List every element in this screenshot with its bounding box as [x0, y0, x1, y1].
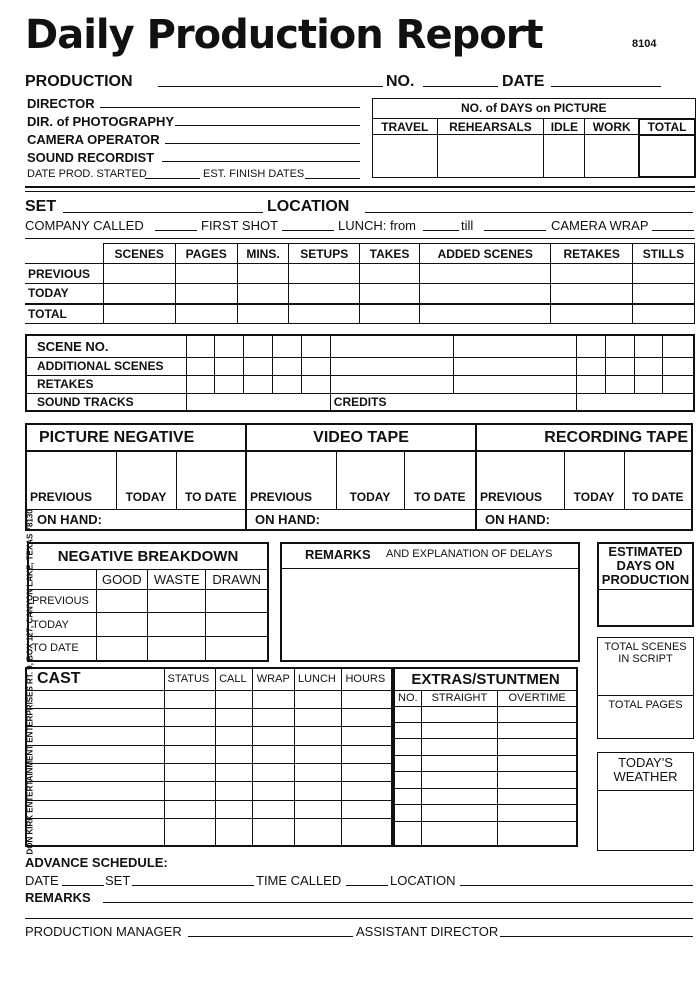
additional-scenes-label: ADDITIONAL SCENES — [26, 357, 186, 375]
stock-col: TO DATE — [624, 451, 692, 510]
stock-col: TODAY — [116, 451, 176, 510]
stock-col: TO DATE — [176, 451, 246, 510]
cell[interactable] — [551, 284, 632, 304]
adv-remarks-line[interactable] — [25, 918, 693, 919]
location-label: LOCATION — [267, 198, 350, 215]
stock-col: PREVIOUS — [476, 451, 564, 510]
date-label: DATE — [502, 73, 545, 90]
advance-title: ADVANCE SCHEDULE: — [25, 855, 168, 870]
cell[interactable] — [360, 304, 420, 324]
total-scenes-label: TOTAL SCENES IN SCRIPT — [604, 641, 687, 665]
sound-tracks-label: SOUND TRACKS — [26, 393, 186, 411]
extras-col: STRAIGHT — [421, 690, 498, 706]
company-called-field[interactable] — [155, 230, 197, 231]
started-field[interactable] — [145, 178, 200, 179]
scenes-col: SETUPS — [289, 244, 360, 264]
cell[interactable] — [632, 264, 694, 284]
adv-location-label: LOCATION — [390, 873, 456, 888]
stock-col: TO DATE — [404, 451, 476, 510]
scenes-col: TAKES — [360, 244, 420, 264]
cast-col: HOURS — [342, 668, 392, 690]
adv-time-label: TIME CALLED — [256, 873, 342, 888]
ad-label: ASSISTANT DIRECTOR — [356, 924, 499, 939]
cell[interactable] — [237, 304, 289, 324]
row-label: TODAY — [25, 284, 103, 304]
neg-row: PREVIOUS — [28, 589, 96, 613]
dop-field[interactable] — [175, 125, 360, 126]
pm-label: PRODUCTION MANAGER — [25, 924, 182, 939]
neg-col: WASTE — [148, 569, 206, 589]
cell[interactable] — [175, 264, 237, 284]
cell[interactable] — [103, 284, 175, 304]
cell[interactable] — [551, 264, 632, 284]
remarks-title: REMARKS — [305, 547, 371, 562]
est-finish-field[interactable] — [305, 178, 360, 179]
total-pages-label: TOTAL PAGES — [608, 699, 683, 711]
scenes-col: PAGES — [175, 244, 237, 264]
scene-no-table — [25, 334, 695, 412]
stock-col: TODAY — [336, 451, 404, 510]
lunch-label: LUNCH: from — [338, 218, 417, 233]
cell[interactable] — [175, 304, 237, 324]
on-hand-label: ON HAND: — [246, 510, 476, 530]
no-label: NO. — [386, 73, 415, 90]
days-title: NO. of DAYS on PICTURE — [373, 99, 696, 119]
days-col: WORK — [585, 119, 639, 135]
cell[interactable] — [632, 284, 694, 304]
cell[interactable] — [360, 284, 420, 304]
form-number: 8104 — [632, 38, 657, 50]
till-field[interactable] — [484, 230, 546, 231]
scenes-table — [25, 243, 695, 324]
cast-col: STATUS — [164, 668, 216, 690]
adv-set-field[interactable] — [132, 885, 254, 886]
sound-field[interactable] — [162, 161, 360, 162]
first-shot-label: FIRST SHOT — [201, 218, 279, 233]
on-hand-label: ON HAND: — [26, 510, 246, 530]
no-field[interactable] — [423, 86, 498, 87]
cell[interactable] — [420, 304, 551, 324]
cell[interactable] — [175, 284, 237, 304]
days-col: IDLE — [544, 119, 585, 135]
days-col: TOTAL — [639, 119, 695, 135]
cast-table — [25, 667, 393, 847]
company-called-label: COMPANY CALLED — [25, 218, 144, 233]
scenes-col: STILLS — [632, 244, 694, 264]
cast-col: LUNCH — [294, 668, 342, 690]
pm-field[interactable] — [188, 936, 353, 937]
scene-no-label: SCENE NO. — [26, 335, 186, 357]
cell[interactable] — [289, 304, 360, 324]
extras-title: EXTRAS/STUNTMEN — [394, 668, 577, 690]
cell[interactable] — [103, 264, 175, 284]
stock-col: PREVIOUS — [26, 451, 116, 510]
stock-col: PREVIOUS — [246, 451, 336, 510]
est-days-label: ESTIMATED DAYS ON PRODUCTION — [601, 544, 690, 587]
first-shot-field[interactable] — [282, 230, 334, 231]
days-col: TRAVEL — [373, 119, 438, 135]
cast-col: CALL — [216, 668, 253, 690]
sound-label: SOUND RECORDIST — [27, 150, 155, 165]
cell[interactable] — [420, 284, 551, 304]
cell[interactable] — [420, 264, 551, 284]
days-cell[interactable] — [437, 135, 544, 178]
row-label: PREVIOUS — [25, 264, 103, 284]
dop-label: DIR. of PHOTOGRAPHY — [27, 114, 175, 129]
adv-location-field[interactable] — [460, 885, 693, 886]
cell[interactable] — [632, 304, 694, 324]
cell[interactable] — [551, 304, 632, 324]
days-on-picture-table — [372, 98, 696, 178]
adv-date-label: DATE — [25, 873, 59, 888]
cell[interactable] — [237, 264, 289, 284]
lunch-from-field[interactable] — [423, 230, 459, 231]
extras-col: OVERTIME — [498, 690, 577, 706]
scenes-col: MINS. — [237, 244, 289, 264]
camera-field[interactable] — [165, 143, 360, 144]
cast-col: WRAP — [252, 668, 294, 690]
neg-breakdown-title: NEGATIVE BREAKDOWN — [28, 543, 268, 569]
adv-remarks-field[interactable] — [103, 902, 693, 903]
days-col: REHEARSALS — [437, 119, 544, 135]
adv-date-field[interactable] — [62, 885, 104, 886]
remarks-subtitle: AND EXPLANATION OF DELAYS — [386, 548, 553, 560]
row-label: TOTAL — [25, 304, 103, 324]
on-hand-label: ON HAND: — [476, 510, 692, 530]
cell[interactable] — [289, 264, 360, 284]
adv-remarks-label: REMARKS — [25, 890, 91, 905]
production-label: PRODUCTION — [25, 73, 133, 90]
camera-wrap-field[interactable] — [652, 230, 694, 231]
till-label: till — [461, 218, 474, 233]
set-field[interactable] — [63, 212, 263, 213]
camera-wrap-label: CAMERA WRAP — [551, 218, 649, 233]
ad-field[interactable] — [500, 936, 693, 937]
scenes-col: ADDED SCENES — [420, 244, 551, 264]
stock-section: VIDEO TAPE — [246, 424, 476, 451]
days-cell[interactable] — [544, 135, 585, 178]
retakes-label: RETAKES — [26, 375, 186, 393]
director-field[interactable] — [100, 107, 360, 108]
scenes-col: SCENES — [103, 244, 175, 264]
extras-table — [393, 667, 578, 847]
neg-col: DRAWN — [206, 569, 268, 589]
director-label: DIRECTOR — [27, 96, 95, 111]
publisher-text: DON KIRK ENTERTAINMENT ENTERPRISES RT. 9, BOX 127, CANYON LAKE, TEXAS 78130 — [25, 509, 35, 855]
stock-section: RECORDING TAPE — [476, 424, 692, 451]
days-cell[interactable] — [373, 135, 438, 178]
stock-table — [25, 423, 693, 531]
adv-set-label: SET — [105, 873, 131, 888]
cell[interactable] — [103, 304, 175, 324]
weather-label: TODAY'S WEATHER — [613, 755, 678, 784]
days-cell[interactable] — [585, 135, 639, 178]
extras-col: NO. — [394, 690, 421, 706]
started-label: DATE PROD. STARTED — [27, 168, 147, 180]
est-finish-label: EST. FINISH DATES — [203, 168, 305, 180]
cell[interactable] — [237, 284, 289, 304]
neg-col: GOOD — [96, 569, 148, 589]
cast-title: CAST — [26, 668, 164, 690]
location-field[interactable] — [365, 212, 693, 213]
credits-label: CREDITS — [330, 393, 576, 411]
stock-col: TODAY — [564, 451, 624, 510]
negative-breakdown-table — [27, 542, 269, 662]
adv-time-field[interactable] — [346, 885, 388, 886]
production-field[interactable] — [158, 86, 383, 87]
cell[interactable] — [289, 284, 360, 304]
neg-row: TO DATE — [28, 636, 96, 661]
scenes-col: RETAKES — [551, 244, 632, 264]
camera-label: CAMERA OPERATOR — [27, 132, 160, 147]
days-cell[interactable] — [639, 135, 695, 178]
set-label: SET — [25, 198, 57, 215]
neg-row: TODAY — [28, 613, 96, 637]
date-field[interactable] — [551, 86, 661, 87]
cell[interactable] — [360, 264, 420, 284]
page-title: Daily Production Report — [25, 12, 543, 58]
stock-section: PICTURE NEGATIVE — [26, 424, 246, 451]
